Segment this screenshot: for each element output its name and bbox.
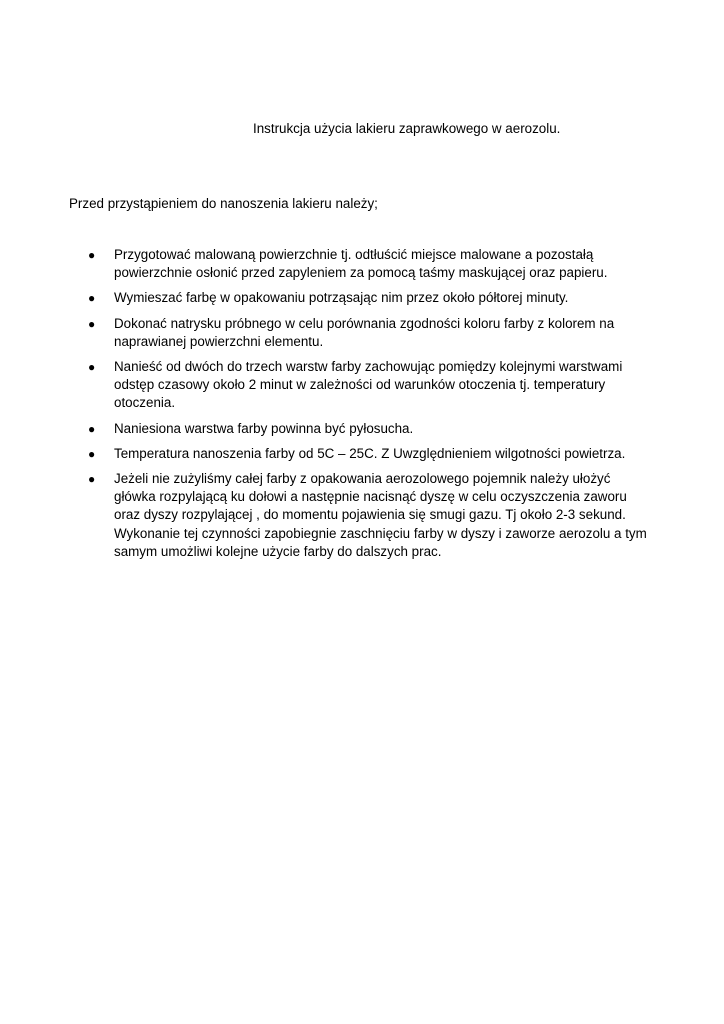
intro-paragraph: Przed przystąpieniem do nanoszenia lakieru należy; bbox=[69, 196, 378, 211]
list-item bbox=[0, 445, 654, 463]
bullet-icon: ● bbox=[88, 446, 96, 461]
list-item bbox=[0, 246, 654, 282]
bullet-icon: ● bbox=[88, 360, 96, 375]
list-item bbox=[0, 289, 654, 307]
bullet-icon: ● bbox=[88, 291, 96, 306]
list-item-text: Temperatura nanoszenia farby od 5C – 25C. Z Uwzględnieniem wilgotności powietrza. bbox=[114, 445, 626, 461]
list-item-text: Przygotować malowaną powierzchnie tj. odtłuścić miejsce malowane a pozostałą powierzchnie osłonić przed zapyleniem za pomocą taśmy maskującej oraz papieru. bbox=[114, 247, 608, 281]
list-item bbox=[0, 420, 654, 438]
bullet-icon: ● bbox=[88, 316, 96, 331]
list-item bbox=[0, 358, 654, 413]
list-item bbox=[0, 470, 654, 561]
list-item-text: Nanieść od dwóch do trzech warstw farby zachowując pomiędzy kolejnymi warstwami odstęp czasowy około 2 minut w zależności od warunków otoczenia tj. temperatury otoczenia. bbox=[114, 359, 623, 411]
list-item-text: Wymieszać farbę w opakowaniu potrząsając nim przez około półtorej minuty. bbox=[114, 290, 569, 306]
instruction-list bbox=[0, 246, 724, 568]
list-item bbox=[0, 315, 654, 351]
list-item-text: Dokonać natrysku próbnego w celu porównania zgodności koloru farby z kolorem na naprawianej powierzchni elementu. bbox=[114, 315, 615, 349]
document-title: Instrukcja użycia lakieru zaprawkowego w aerozolu. bbox=[253, 121, 561, 136]
bullet-icon: ● bbox=[88, 421, 96, 436]
list-item-text: Naniesiona warstwa farby powinna być pyłosucha. bbox=[114, 420, 414, 436]
bullet-icon: ● bbox=[88, 472, 96, 487]
bullet-icon: ● bbox=[88, 248, 96, 262]
list-item-text: Jeżeli nie zużyliśmy całej farby z opakowania aerozolowego pojemnik należy ułożyć główka rozpylającą ku dołowi a następnie nacisnąć dyszę w celu oczyszczenia zaworu oraz dyszy rozpylającej , do momentu pojawienia się smugi gazu. Tj około 2-3 sekund. Wykonanie tej czynności zapobiegnie zaschnięciu farby w dyszy i zaworze aerozolu a tym samym umożliwi kolejne użycie farby do dalszych prac. bbox=[114, 471, 647, 559]
